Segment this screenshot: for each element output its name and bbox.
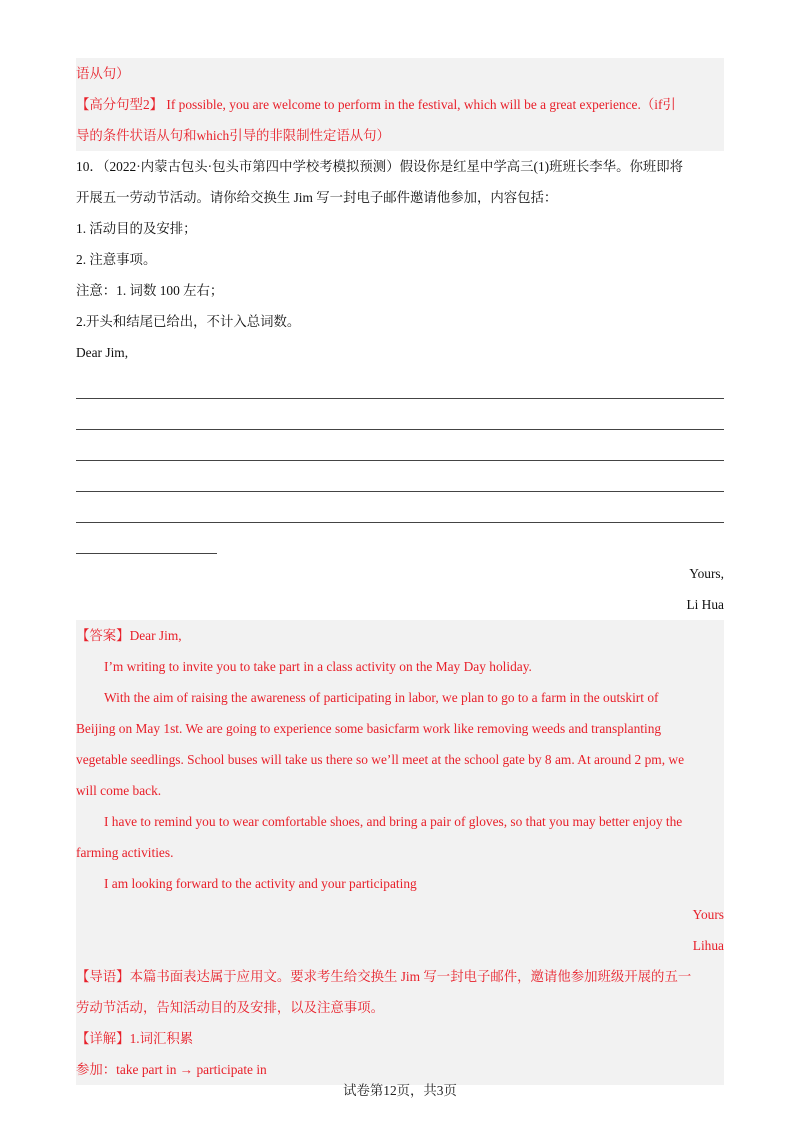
question-item-1: 1. 活动目的及安排； (76, 221, 197, 236)
writing-line (76, 492, 724, 523)
guide-text-1: 本篇书面表达属于应用文。要求考生给交换生 Jim 写一封电子邮件，邀请他参加班级开展的五一 (129, 969, 692, 984)
writing-line (76, 461, 724, 492)
question-closing-1: Yours, (689, 566, 724, 581)
question-closing-2: Li Hua (686, 597, 724, 612)
detail-line-2: 参加：take part in → participate in (76, 1062, 267, 1077)
detail-line-1 (76, 1023, 724, 1054)
answer-paragraph-2-line-3: vegetable seedlings. School buses will take us there so we’ll meet at the school gate by 8 am. At around 2 pm, we (76, 752, 685, 767)
answer-paragraph-2-line-4: will come back. (76, 783, 162, 798)
answer-block (76, 620, 724, 1085)
prev-line-2 (76, 89, 724, 120)
question-note-2: 2.开头和结尾已给出，不计入总词数。 (76, 314, 301, 329)
question-line-1: 10．（2022·内蒙古包头·包头市第四中学校考模拟预测）假设你是红星中学高三(1)班班长李华。你班即将 (76, 159, 684, 174)
guide-tag: 【导语】 (76, 969, 130, 984)
answer-greeting: Dear Jim, (129, 628, 182, 643)
answer-paragraph-3-line-1: I have to remind you to wear comfortable shoes, and bring a pair of gloves, so that you may better enjoy the (104, 814, 683, 829)
answer-paragraph-3-line-2: farming activities. (76, 845, 174, 860)
answer-tag: 【答案】 (76, 628, 130, 643)
question-greeting: Dear Jim, (76, 345, 129, 360)
previous-answer-block (76, 58, 724, 151)
question-item-2: 2. 注意事项。 (76, 252, 157, 267)
page-content (76, 58, 724, 1085)
writing-line (76, 430, 724, 461)
answer-sign-2: Lihua (692, 938, 724, 953)
answer-paragraph-2-line-1: With the aim of raising the awareness of participating in labor, we plan to go to a farm in the outskirt of (104, 690, 659, 705)
writing-line (76, 399, 724, 430)
guide-line-1 (76, 961, 724, 992)
high-score-tag: 【高分句型2】 (76, 97, 164, 112)
prev-line-1: 语从句） (76, 66, 130, 81)
high-score-sentence: If possible, you are welcome to perform in the festival, which will be a great experience.（if引 (163, 97, 676, 112)
answer-sign-1: Yours (692, 907, 724, 922)
guide-line-2: 劳动节活动，告知活动目的及安排，以及注意事项。 (76, 1000, 384, 1015)
answer-paragraph-4: I am looking forward to the activity and your participating (104, 876, 417, 891)
detail-head: 1.词汇积累 (129, 1031, 194, 1046)
detail-tag: 【详解】 (76, 1031, 130, 1046)
answer-greeting-line (76, 620, 724, 651)
question-line-2: 开展五一劳动节活动。请你给交换生 Jim 写一封电子邮件邀请他参加，内容包括： (76, 190, 558, 205)
question-note-1: 注意：1. 词数 100 左右； (76, 283, 224, 298)
prev-line-3: 导的条件状语从句和which引导的非限制性定语从句） (76, 128, 390, 143)
page-footer: 试卷第12页，共3页 (343, 1083, 457, 1098)
writing-line (76, 368, 724, 399)
question-block (76, 151, 724, 620)
answer-paragraph-1: I’m writing to invite you to take part in a class activity on the May Day holiday. (104, 659, 532, 674)
answer-writing-lines (76, 368, 724, 554)
answer-paragraph-2-line-2: Beijing on May 1st. We are going to experience some basicfarm work like removing weeds and transplanting (76, 721, 662, 736)
writing-line-short (76, 523, 217, 554)
